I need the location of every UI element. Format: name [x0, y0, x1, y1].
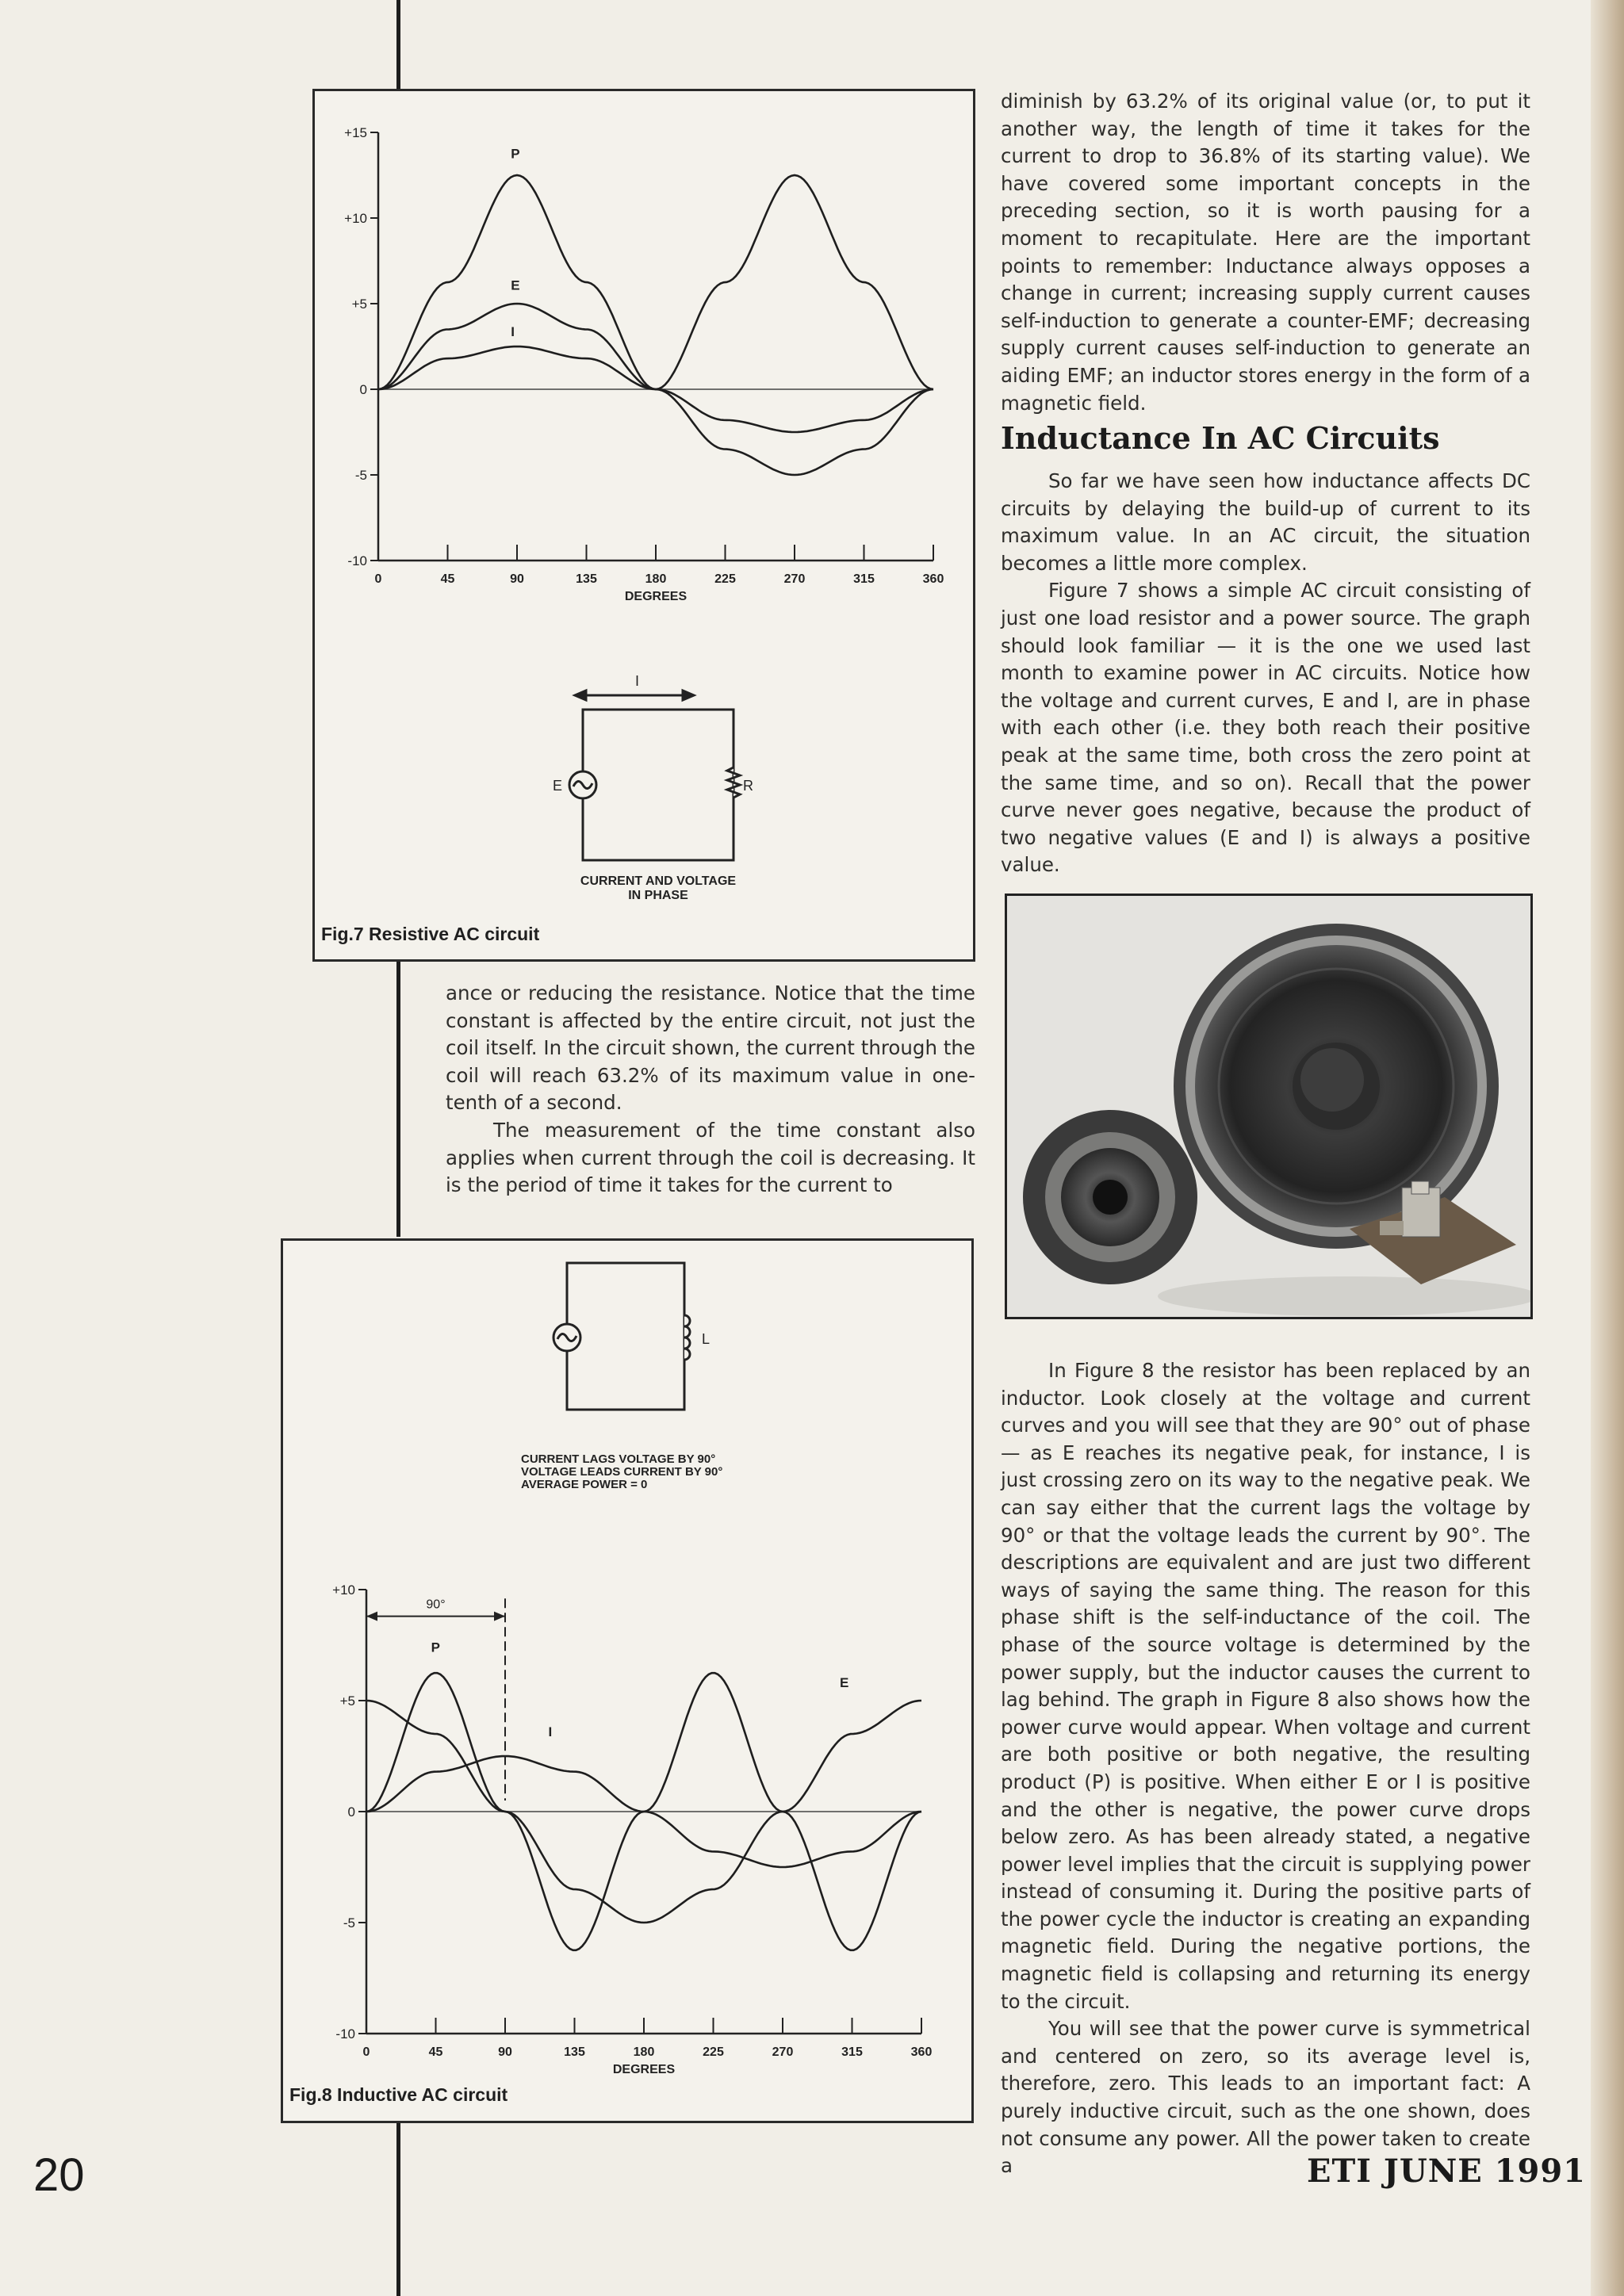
fig8-note-line3: AVERAGE POWER = 0	[521, 1478, 648, 1491]
y-tick-label: 0	[359, 382, 367, 397]
paragraph-average-power: You will see that the power curve is symmetrical and centered on zero, so its average level is, therefore, zero. This leads to an important fact: A purely inductive circuit, such as the one shown, does not consume any power. All the power taken to create a	[1001, 2017, 1530, 2178]
fig8-box	[281, 1238, 974, 2123]
x-tick-label: 45	[440, 572, 455, 586]
magazine-footer: ETI JUNE 1991	[1307, 2152, 1587, 2190]
x-tick-label: 225	[714, 572, 736, 586]
fig7-plot	[344, 125, 944, 603]
right-column-section	[1001, 468, 1530, 879]
y-tick-label: -10	[347, 553, 367, 568]
right-column-lower	[1001, 1357, 1530, 2180]
fig8-label-inductor: L	[702, 1331, 710, 1347]
x-tick-label: 225	[703, 2045, 724, 2059]
fig8-graphic	[283, 1241, 971, 2121]
x-tick-label: 360	[922, 572, 944, 586]
paragraph-figure7: Figure 7 shows a simple AC circuit consisting of just one load resistor and a power source. The graph should look familiar — it is the one we used last month to examine power in AC circuits. Notice how the voltage and current curves, E and I, are in phase with each other (i.e. they both reach their positive peak at the same time, both cross the zero point at the same time, and so on). Recall that the power curve never goes negative, because the product of two negative values (E and I) is always a positive value.	[1001, 579, 1530, 877]
x-tick-label: 0	[362, 2045, 370, 2059]
middle-column	[446, 980, 975, 1200]
phase-marker-arrow-left	[366, 1612, 377, 1621]
x-tick-label: 90	[510, 572, 524, 586]
y-tick-label: -10	[335, 2026, 355, 2042]
fig7-label-current: I	[635, 673, 640, 689]
x-tick-label: 270	[772, 2045, 794, 2059]
y-tick-label: +15	[344, 125, 367, 140]
y-tick-label: +5	[339, 1693, 355, 1709]
paragraph-recap: diminish by 63.2% of its original value (or, to put it another way, the length of time it takes for the current to drop to 36.8% of its starting value). We have covered some important concepts in the preceding section, so it is worth pausing for a moment to recapitulate. Here are the important points to remember: Inductance always opposes a change in current; increasing supply current causes self-induction to generate a counter-EMF; decreasing supply current causes self-induction to generate an aiding EMF; an inductor stores energy in the form of a magnetic field.	[1001, 90, 1530, 415]
page-number: 20	[33, 2149, 85, 2201]
section-heading: Inductance In AC Circuits	[1001, 420, 1440, 456]
series-label-p: P	[431, 1640, 441, 1655]
x-axis-label: DEGREES	[624, 590, 688, 603]
y-tick-label: -5	[343, 1915, 355, 1931]
x-axis-label: DEGREES	[612, 2063, 676, 2076]
fig7-circuit-loop	[583, 710, 733, 860]
fig7-graphic	[315, 91, 973, 959]
fig8-inductor-symbol	[684, 1311, 690, 1364]
x-tick-label: 360	[910, 2045, 933, 2059]
y-tick-label: +10	[344, 211, 367, 226]
binding-rule-middle	[396, 959, 400, 1237]
paragraph-decreasing: The measurement of the time constant also applies when current through the coil is decreasing. It is the period of time it takes for the current to	[446, 1118, 975, 1197]
series-label-i: I	[548, 1724, 553, 1739]
fig7-note-line1: CURRENT AND VOLTAGE	[580, 874, 737, 888]
y-tick-label: +5	[351, 297, 367, 312]
phase-marker-label: 90°	[426, 1598, 446, 1612]
fig8-plot	[332, 1582, 932, 2076]
x-tick-label: 90	[498, 2045, 512, 2059]
series-label-p: P	[511, 146, 520, 162]
fig7-caption: Fig.7 Resistive AC circuit	[321, 924, 540, 944]
page-fold-shadow	[1591, 0, 1624, 2296]
right-column-top	[1001, 88, 1530, 417]
x-tick-label: 0	[374, 572, 382, 586]
series-label-i: I	[511, 324, 515, 340]
x-tick-label: 315	[841, 2045, 863, 2059]
fig7-label-resistor: R	[743, 778, 753, 794]
fig7-label-source: E	[553, 778, 563, 794]
fig8-note-line2: VOLTAGE LEADS CURRENT BY 90°	[521, 1465, 723, 1479]
series-label-e: E	[839, 1675, 849, 1691]
x-tick-label: 315	[853, 572, 875, 586]
x-tick-label: 135	[564, 2045, 585, 2059]
paragraph-ac-intro: So far we have seen how inductance affects DC circuits by delaying the build-up of current to its maximum value. In an AC circuit, the situation becomes a little more complex.	[1001, 469, 1530, 575]
series-label-e: E	[511, 277, 520, 293]
speaker-photo	[1005, 894, 1533, 1319]
fig7-circuit	[569, 691, 740, 860]
x-tick-label: 135	[576, 572, 597, 586]
x-tick-label: 180	[633, 2045, 655, 2059]
fig8-caption: Fig.8 Inductive AC circuit	[289, 2084, 508, 2105]
phase-marker-arrow-right	[494, 1612, 505, 1621]
fig7-box	[312, 89, 975, 962]
x-tick-label: 45	[428, 2045, 443, 2059]
fig8-circuit-loop	[567, 1263, 684, 1410]
paragraph-time-constant: ance or reducing the resistance. Notice that the time constant is affected by the entire circuit, not just the coil itself. In the circuit shown, the current through the coil will reach 63.2% of its maximum value in one-tenth of a second.	[446, 982, 975, 1115]
speaker-photo-illustration	[1007, 896, 1530, 1317]
fig8-note-line1: CURRENT LAGS VOLTAGE BY 90°	[521, 1452, 716, 1466]
paragraph-figure8: In Figure 8 the resistor has been replaced by an inductor. Look closely at the voltage and current curves and you will see that they are 90° out of phase — as E reaches its negative peak, for instance, I is just crossing zero on its way to the negative peak. We can say either that the current lags the voltage by 90° or that the voltage leads the current by 90°. The descriptions are equivalent and are just two different ways of saying the same thing. The reason for this phase shift is the self-inductance of the coil. The phase of the source voltage is determined by the power supply, but the inductor causes the current to lag behind. The graph in Figure 8 also shows how the power curve would appear. When voltage and current are both positive or both negative, the resulting product (P) is positive. When either E or I is positive and the other is negative, the power curve drops below zero. As has been already stated, a negative power level implies that the circuit is supplying power instead of consuming it. During the positive parts of the power cycle the inductor is creating an expanding magnetic field. During the negative portions, the magnetic field is collapsing and returning its energy to the circuit.	[1001, 1359, 1530, 2013]
binding-rule-top	[396, 0, 400, 90]
x-tick-label: 180	[645, 572, 667, 586]
fig7-arrow-right	[683, 691, 694, 700]
fig7-arrow-left	[575, 691, 586, 700]
binding-rule-bottom	[396, 2122, 400, 2296]
x-tick-label: 270	[783, 572, 806, 586]
y-tick-label: 0	[347, 1804, 355, 1820]
fig7-note-line2: IN PHASE	[628, 889, 688, 902]
y-tick-label: -5	[354, 468, 367, 483]
y-tick-label: +10	[332, 1582, 355, 1598]
fig8-circuit	[553, 1263, 690, 1410]
fig7-resistor-symbol	[727, 761, 740, 804]
